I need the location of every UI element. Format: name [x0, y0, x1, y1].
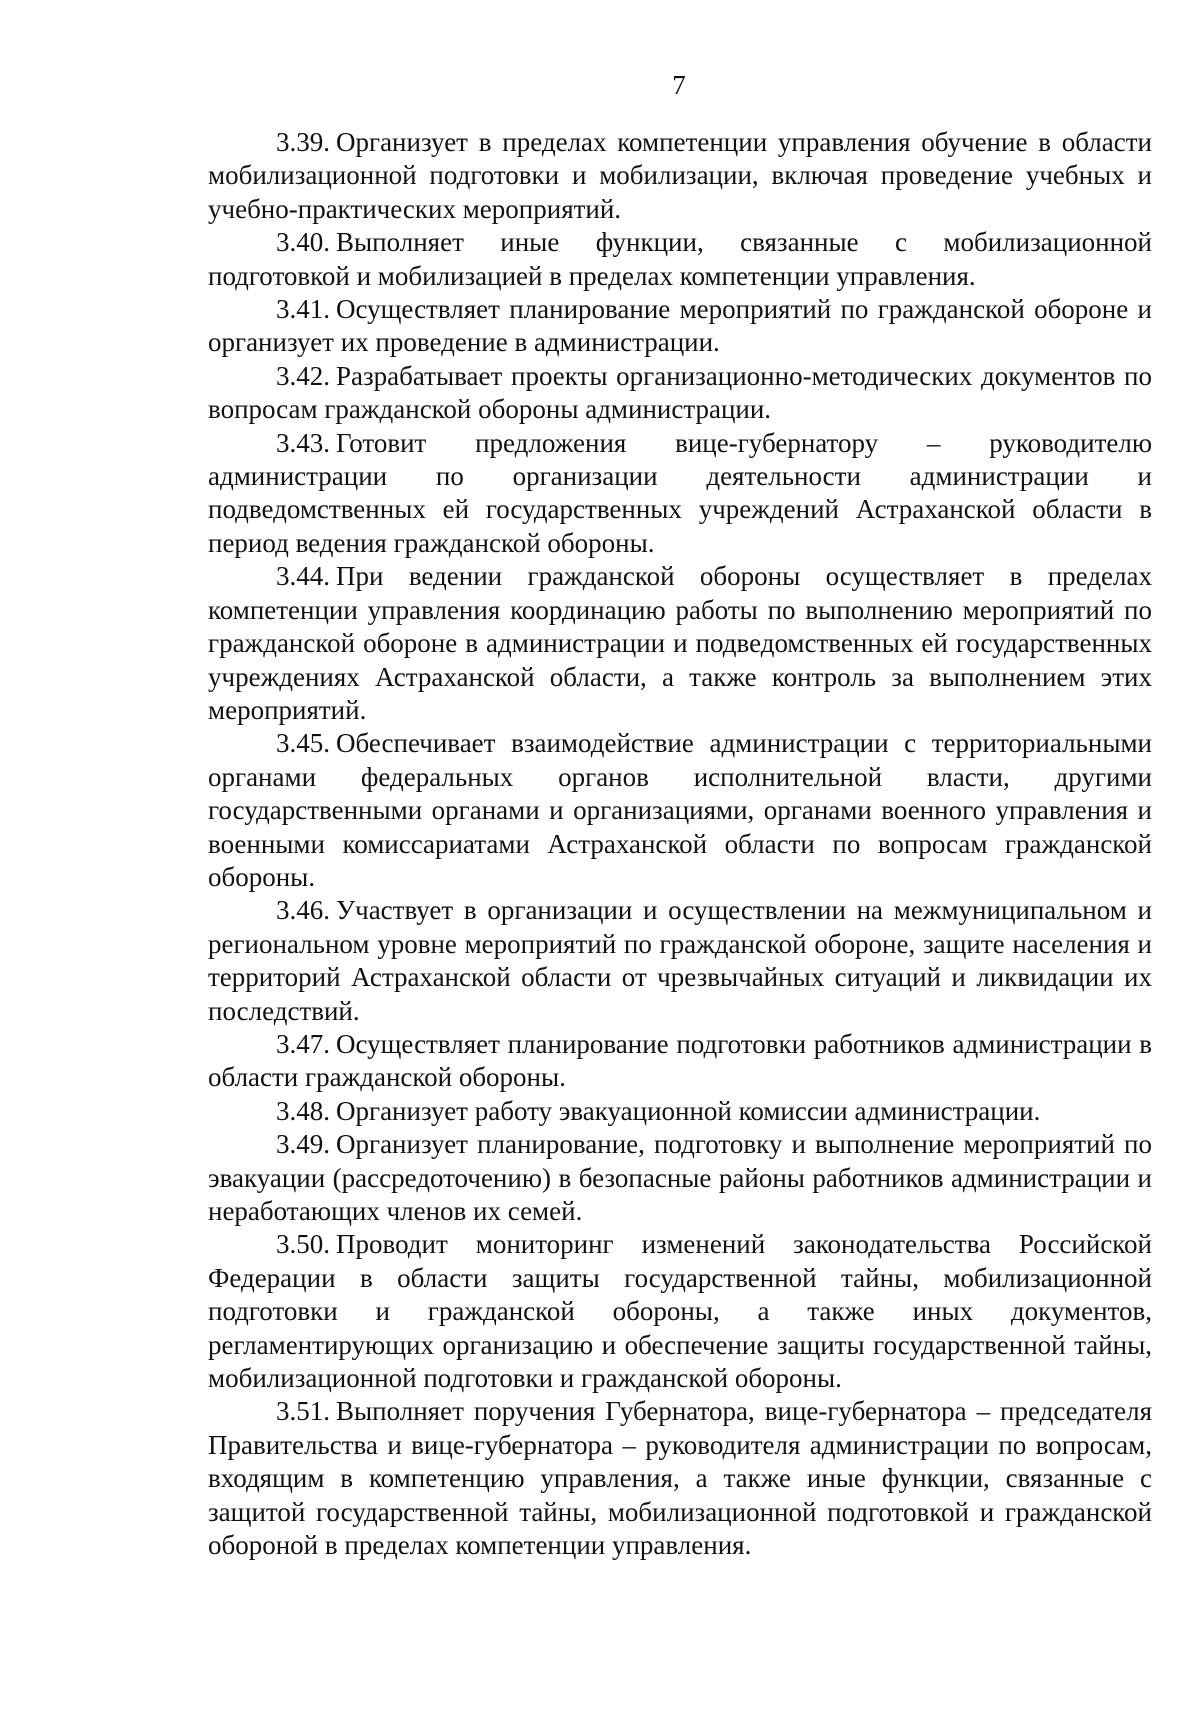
paragraph-number: 3.48.: [276, 1095, 330, 1126]
paragraph-number: 3.42.: [276, 360, 330, 391]
paragraph-3-48: [208, 1095, 1152, 1128]
paragraph-number: 3.40.: [276, 227, 330, 258]
paragraph-text: Проводит мониторинг изменений законодательства Российской Федерации в области защиты государственной тайны, мобилизационной подготовки и гражданской обороны, а также иных документов, регламентирующих организацию и обеспечение защиты государственной тайны, мобилизационной подготовки и гражданской обороны.: [208, 1229, 1152, 1394]
paragraph-number: 3.43.: [276, 427, 330, 458]
paragraph-text: Организует планирование, подготовку и выполнение мероприятий по эвакуации (рассредоточению) в безопасные районы работников администрации и неработающих членов их семей.: [208, 1129, 1152, 1226]
paragraph-text: Готовит предложения вице-губернатору – руководителю администрации по организации деятельности администрации и подведомственных ей государственных учреждений Астраханской области в период ведения гражданской обороны.: [208, 427, 1152, 558]
paragraph-number: 3.47.: [276, 1028, 330, 1059]
paragraph-3-42: [208, 360, 1152, 427]
paragraph-text: Участвует в организации и осуществлении на межмуниципальном и региональном уровне мероприятий по гражданской обороне, защите населения и территорий Астраханской области от чрезвычайных ситуаций и ликвидации их последствий.: [208, 895, 1152, 1026]
paragraph-number: 3.46.: [276, 895, 330, 926]
paragraph-number: 3.49.: [276, 1129, 330, 1160]
paragraph-3-41: [208, 293, 1152, 360]
paragraph-3-51: [208, 1395, 1152, 1562]
paragraph-3-44: [208, 560, 1152, 727]
paragraph-number: 3.51.: [276, 1396, 330, 1427]
paragraph-number: 3.41.: [276, 294, 330, 325]
paragraph-3-49: [208, 1128, 1152, 1228]
paragraph-text: Выполняет иные функции, связанные с мобилизационной подготовкой и мобилизацией в пределах компетенции управления.: [208, 227, 1152, 291]
document-body: [208, 126, 1152, 1562]
paragraph-3-45: [208, 727, 1152, 894]
paragraph-3-47: [208, 1028, 1152, 1095]
paragraph-text: Выполняет поручения Губернатора, вице-губернатора – председателя Правительства и вице-губернатора – руководителя администрации по вопросам, входящим в компетенцию управления, а также иные функции, связанные с защитой государственной тайны, мобилизационной подготовкой и гражданской обороной в пределах компетенции управления.: [208, 1396, 1152, 1561]
page-number: 7: [672, 70, 686, 100]
paragraph-text: Организует в пределах компетенции управления обучение в области мобилизационной подготовки и мобилизации, включая проведение учебных и учебно-практических мероприятий.: [208, 127, 1152, 224]
paragraph-text: Организует работу эвакуационной комиссии администрации.: [336, 1095, 1041, 1126]
paragraph-number: 3.45.: [276, 728, 330, 759]
paragraph-3-40: [208, 226, 1152, 293]
paragraph-text: Обеспечивает взаимодействие администрации с территориальными органами федеральных органов исполнительной власти, другими государственными органами и организациями, органами военного управления и военными комиссариатами Астраханской области по вопросам гражданской обороны.: [208, 728, 1152, 892]
paragraph-number: 3.50.: [276, 1229, 330, 1260]
paragraph-number: 3.39.: [276, 127, 330, 157]
paragraph-3-46: [208, 894, 1152, 1028]
paragraph-text: Осуществляет планирование мероприятий по гражданской обороне и организует их проведение в администрации.: [208, 294, 1152, 358]
paragraph-text: Разрабатывает проекты организационно-методических документов по вопросам гражданской обороны администрации.: [208, 360, 1152, 425]
paragraph-3-39: [208, 126, 1152, 226]
paragraph-number: 3.44.: [276, 561, 330, 592]
paragraph-text: Осуществляет планирование подготовки работников администрации в области гражданской обороны.: [208, 1028, 1152, 1093]
paragraph-3-43: [208, 427, 1152, 561]
paragraph-text: При ведении гражданской обороны осуществляет в пределах компетенции управления координацию работы по выполнению мероприятий по гражданской обороне в администрации и подведомственных ей государственных учреждениях Астраханской области, а также контроль за выполнением этих мероприятий.: [208, 561, 1152, 725]
paragraph-3-50: [208, 1228, 1152, 1395]
